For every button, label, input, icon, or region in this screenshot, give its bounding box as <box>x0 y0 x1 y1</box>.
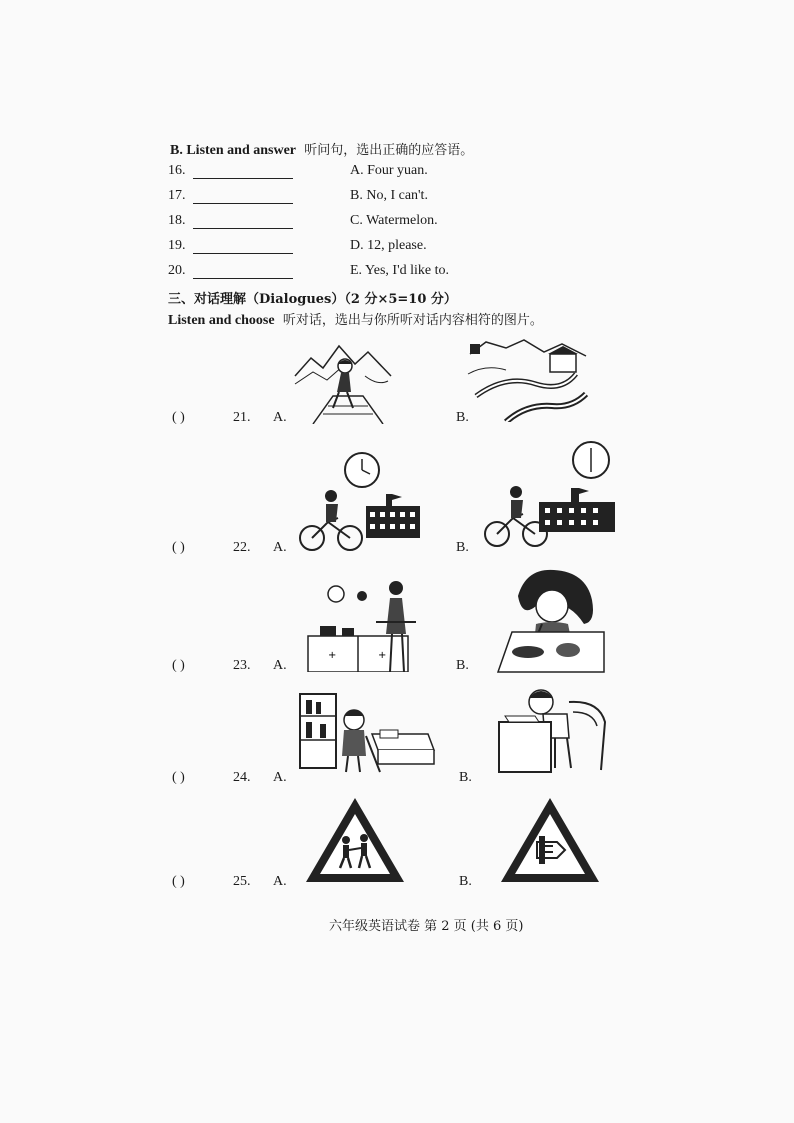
answer-bracket-22[interactable]: ( ) <box>172 540 185 555</box>
section-3-title: 三、对话理解（Dialogues）（2 分×5=10 分） <box>168 292 457 307</box>
answer-bracket-23[interactable]: ( ) <box>172 658 185 673</box>
answer-bracket-21[interactable]: ( ) <box>172 410 185 425</box>
item-17-number: 17. <box>168 188 186 203</box>
q22-picture-a-bike-to-school-clock <box>298 450 426 552</box>
question-22-number: 22. <box>233 540 251 555</box>
section-b-heading-cn: 听问句，选出正确的应答语。 <box>304 143 474 158</box>
option-e: E. Yes, I'd like to. <box>350 263 449 278</box>
question-21-number: 21. <box>233 410 251 425</box>
q21-picture-b-great-wall <box>466 334 594 422</box>
question-25-number: 25. <box>233 874 251 889</box>
question-23-number: 23. <box>233 658 251 673</box>
q25-picture-a-children-crossing-sign <box>302 794 408 886</box>
item-19-answer-blank[interactable] <box>193 253 293 254</box>
q25-option-a-label: A. <box>273 874 287 889</box>
option-d: D. 12, please. <box>350 238 427 253</box>
item-20-answer-blank[interactable] <box>193 278 293 279</box>
q23-picture-a-woman-cooking-kitchen <box>306 574 438 672</box>
q25-picture-b-warning-triangle-sign <box>497 794 603 886</box>
option-b: B. No, I can't. <box>350 188 428 203</box>
q24-option-b-label: B. <box>459 770 472 785</box>
item-20-number: 20. <box>168 263 186 278</box>
item-18-answer-blank[interactable] <box>193 228 293 229</box>
q21-option-b-label: B. <box>456 410 469 425</box>
q22-option-b-label: B. <box>456 540 469 555</box>
item-17-answer-blank[interactable] <box>193 203 293 204</box>
q21-picture-a-mountain-hiker <box>293 336 393 424</box>
q24-option-a-label: A. <box>273 770 287 785</box>
q25-option-b-label: B. <box>459 874 472 889</box>
svg-text:+: + <box>328 650 337 661</box>
section-b-heading <box>170 139 473 159</box>
q23-option-a-label: A. <box>273 658 287 673</box>
q21-option-a-label: A. <box>273 410 287 425</box>
section-3-instruction <box>168 309 543 329</box>
section-b-heading-en: B. Listen and answer <box>170 143 297 158</box>
page-footer: 六年级英语试卷 第 2 页 (共 6 页) <box>329 919 524 934</box>
q22-picture-b-bike-to-school-clock <box>483 440 617 550</box>
section-3-instruction-en: Listen and choose <box>168 313 275 328</box>
q24-picture-a-girl-cleaning-bedroom <box>296 690 436 780</box>
item-18-number: 18. <box>168 213 186 228</box>
q23-picture-b-girl-eating <box>496 566 606 674</box>
answer-bracket-24[interactable]: ( ) <box>172 770 185 785</box>
section-3-instruction-cn: 听对话，选出与你所听对话内容相符的图片。 <box>282 313 543 328</box>
svg-text:+: + <box>378 650 387 661</box>
item-19-number: 19. <box>168 238 186 253</box>
question-24-number: 24. <box>233 770 251 785</box>
q23-option-b-label: B. <box>456 658 469 673</box>
option-a: A. Four yuan. <box>350 163 428 178</box>
item-16-answer-blank[interactable] <box>193 178 293 179</box>
answer-bracket-25[interactable]: ( ) <box>172 874 185 889</box>
item-16-number: 16. <box>168 163 186 178</box>
q22-option-a-label: A. <box>273 540 287 555</box>
q24-picture-b-child-writing-at-desk <box>495 682 613 782</box>
option-c: C. Watermelon. <box>350 213 438 228</box>
